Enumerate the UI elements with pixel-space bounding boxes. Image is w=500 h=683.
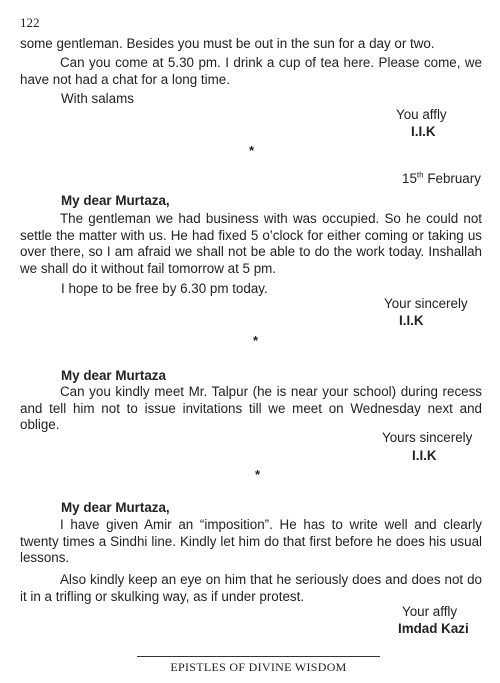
letter2-salutation: My dear Murtaza, xyxy=(61,193,170,208)
letter4-paragraph-1: I have given Amir an “imposition”. He has to write well and clearly twenty times a Sindhi line. Kindly let him do that first before he does his usual lessons. xyxy=(20,517,482,565)
separator-asterisk-3: * xyxy=(255,467,261,482)
footer-rule xyxy=(137,656,380,657)
letter4-paragraph-2: Also kindly keep an eye on him that he seriously does and does not do it in a trifling or skulking way, as if under protest. xyxy=(20,572,482,604)
letter2-paragraph-2: I hope to be free by 6.30 pm today. xyxy=(61,281,268,296)
letter4-signature: Imdad Kazi xyxy=(398,621,469,636)
letter2-date xyxy=(402,171,481,188)
letter1-paragraph-2: Can you come at 5.30 pm. I drink a cup of tea here. Please come, we have not had a chat for a long time. xyxy=(20,55,482,87)
letter2-paragraph-1: The gentleman we had business with was occupied. So he could not settle the matter with us. He had fixed 5 o’clock for either coming or taking us over there, so I am afraid we shall not be able to do the work today. Inshallah we shall do it without fail tomorrow at 5 pm. xyxy=(20,211,482,276)
letter2-valediction: Your sincerely xyxy=(384,296,468,311)
date-suffix: th xyxy=(416,170,424,180)
page-number: 122 xyxy=(20,15,40,30)
letter2-signature: I.I.K xyxy=(399,313,424,328)
date-month: February xyxy=(427,171,481,186)
letter3-signature: I.I.K xyxy=(412,448,437,463)
letter4-salutation: My dear Murtaza, xyxy=(61,500,170,515)
letter1-closing-phrase: With salams xyxy=(61,91,134,106)
letter3-valediction: Yours sincerely xyxy=(382,430,473,445)
letter3-paragraph-1: Can you kindly meet Mr. Talpur (he is near your school) during recess and tell him not to issue invitations till we meet on Wednesday next and oblige. xyxy=(20,384,482,432)
footer-title: EPISTLES OF DIVINE WISDOM xyxy=(170,660,347,674)
letter1-valediction: You affly xyxy=(396,107,447,122)
letter3-salutation: My dear Murtaza xyxy=(61,368,166,383)
separator-asterisk-1: * xyxy=(249,143,255,158)
letter1-paragraph-1: some gentleman. Besides you must be out in the sun for a day or two. xyxy=(20,36,435,51)
separator-asterisk-2: * xyxy=(253,333,259,348)
date-day: 15 xyxy=(402,171,417,186)
letter4-valediction: Your affly xyxy=(402,604,458,619)
letter1-signature: I.I.K xyxy=(411,124,436,139)
